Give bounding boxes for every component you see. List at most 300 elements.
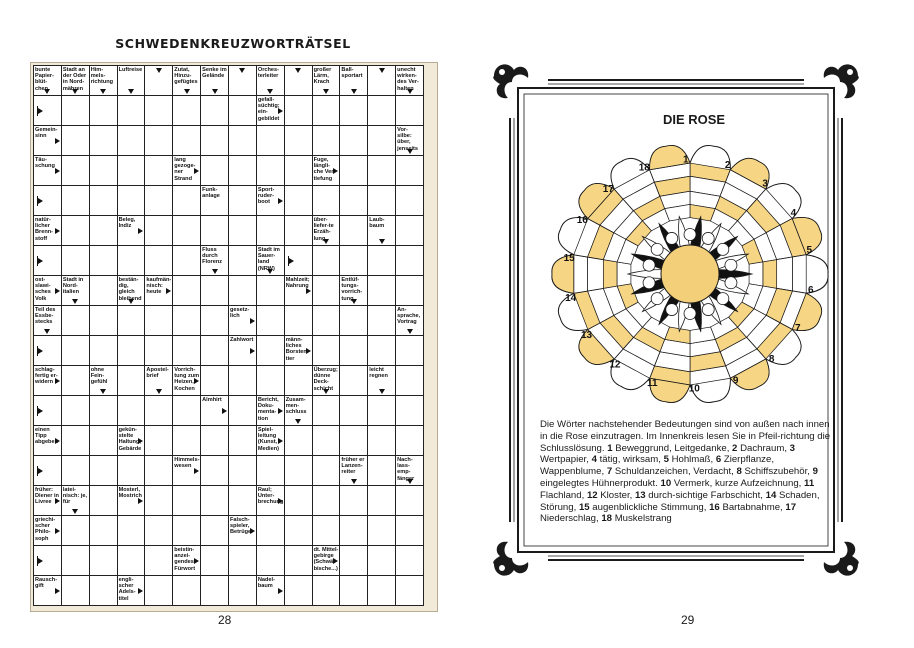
- clue-cell: [313, 366, 341, 396]
- grid-cell[interactable]: [396, 366, 424, 396]
- clue-number: 18: [601, 513, 613, 525]
- grid-cell[interactable]: [396, 396, 424, 426]
- grid-cell[interactable]: [257, 456, 285, 486]
- grid-cell[interactable]: [229, 366, 257, 396]
- grid-cell[interactable]: [118, 96, 146, 126]
- grid-cell[interactable]: [313, 486, 341, 516]
- grid-cell[interactable]: [340, 126, 368, 156]
- grid-cell[interactable]: [173, 336, 201, 366]
- grid-cell[interactable]: [285, 546, 313, 576]
- grid-cell[interactable]: [396, 486, 424, 516]
- clue-definition: Niederschlag,: [540, 513, 599, 525]
- grid-cell[interactable]: [368, 156, 396, 186]
- grid-cell[interactable]: [34, 246, 62, 276]
- clue-cell: [368, 366, 396, 396]
- clue-cell: [313, 216, 341, 246]
- grid-cell[interactable]: [229, 546, 257, 576]
- petal-number: 12: [609, 359, 621, 371]
- clue-text: lang gezoge-ner Strand: [174, 157, 196, 182]
- grid-cell[interactable]: [62, 456, 90, 486]
- grid-cell[interactable]: [173, 306, 201, 336]
- arrow-start-icon: [37, 466, 38, 476]
- clue-text: Luftreise: [118, 67, 143, 73]
- clue-definition: Beweggrund, Leitgedanke,: [615, 442, 730, 454]
- arrow-down-icon: [407, 149, 413, 154]
- grid-cell[interactable]: [368, 126, 396, 156]
- clue-cell: [285, 276, 313, 306]
- grid-cell[interactable]: [62, 336, 90, 366]
- grid-cell[interactable]: [201, 546, 229, 576]
- grid-cell[interactable]: [257, 126, 285, 156]
- petal-number: 6: [808, 284, 814, 296]
- grid-cell[interactable]: [145, 456, 173, 486]
- grid-cell[interactable]: [229, 276, 257, 306]
- grid-cell[interactable]: [257, 276, 285, 306]
- arrow-down-icon: [323, 239, 329, 244]
- clue-definition: Bartabnahme,: [722, 501, 783, 513]
- grid-cell[interactable]: [285, 516, 313, 546]
- grid-cell[interactable]: [285, 306, 313, 336]
- petal-number: 16: [576, 215, 588, 227]
- grid-cell[interactable]: [340, 486, 368, 516]
- arrow-down-icon: [184, 89, 190, 94]
- grid-cell[interactable]: [118, 546, 146, 576]
- clue-text: unecht wirken-des Ver-halten: [397, 67, 419, 92]
- grid-cell[interactable]: [285, 456, 313, 486]
- arrow-right-icon: [55, 288, 60, 294]
- grid-cell[interactable]: [368, 336, 396, 366]
- clue-cell: [340, 456, 368, 486]
- grid-cell[interactable]: [229, 426, 257, 456]
- clue-text: früher: Diener in Livree: [35, 487, 59, 506]
- clue-cell: [313, 66, 341, 96]
- grid-cell[interactable]: [257, 516, 285, 546]
- grid-cell[interactable]: [145, 216, 173, 246]
- grid-cell[interactable]: [285, 426, 313, 456]
- arrow-down-icon: [128, 89, 134, 94]
- rose-cell: [588, 257, 604, 291]
- arrow-right-icon: [306, 348, 311, 354]
- grid-cell[interactable]: [368, 396, 396, 426]
- grid-cell[interactable]: [201, 156, 229, 186]
- grid-cell[interactable]: [118, 246, 146, 276]
- grid-cell[interactable]: [145, 426, 173, 456]
- arrow-down-icon: [239, 68, 245, 73]
- clue-number: 7: [606, 466, 613, 478]
- inner-circle-cell: [702, 232, 714, 244]
- grid-cell[interactable]: [34, 186, 62, 216]
- clue-definition: tätig, wirksam,: [599, 454, 661, 466]
- clue-cell: [285, 396, 313, 426]
- clue-text: Fluss durch Florenz: [202, 247, 223, 266]
- grid-cell[interactable]: [118, 336, 146, 366]
- grid-cell[interactable]: [340, 576, 368, 606]
- grid-cell[interactable]: [313, 516, 341, 546]
- grid-cell[interactable]: [62, 576, 90, 606]
- grid-cell[interactable]: [173, 276, 201, 306]
- clue-text: Funk-anlage: [202, 187, 220, 200]
- arrow-right-icon: [278, 438, 283, 444]
- grid-cell[interactable]: [368, 576, 396, 606]
- grid-cell[interactable]: [34, 456, 62, 486]
- grid-cell[interactable]: [145, 486, 173, 516]
- grid-cell[interactable]: [229, 456, 257, 486]
- clue-text: Stadt in Nord-italien: [62, 277, 84, 296]
- grid-cell[interactable]: [368, 486, 396, 516]
- clue-text: gesetz-lich: [230, 307, 250, 320]
- grid-cell[interactable]: [396, 156, 424, 186]
- clue-cell: [229, 336, 257, 366]
- grid-cell[interactable]: [118, 396, 146, 426]
- clue-definition: Schaden, Störung,: [540, 489, 820, 513]
- grid-cell[interactable]: [285, 246, 313, 276]
- grid-cell[interactable]: [145, 126, 173, 156]
- clue-text: Entlüf-tungs-vorrich-tung: [341, 277, 363, 302]
- grid-cell[interactable]: [229, 126, 257, 156]
- clue-number: 10: [660, 477, 672, 489]
- grid-cell[interactable]: [62, 126, 90, 156]
- grid-cell[interactable]: [201, 126, 229, 156]
- grid-cell[interactable]: [313, 396, 341, 426]
- clue-cell: [257, 66, 285, 96]
- grid-cell[interactable]: [285, 216, 313, 246]
- grid-cell[interactable]: [145, 396, 173, 426]
- grid-cell[interactable]: [229, 246, 257, 276]
- grid-cell[interactable]: [90, 156, 118, 186]
- arrow-right-icon: [55, 498, 60, 504]
- grid-cell[interactable]: [285, 66, 313, 96]
- grid-cell[interactable]: [62, 426, 90, 456]
- clue-text: gekün-stelte Haltung, Gebärde: [118, 427, 142, 452]
- grid-cell[interactable]: [396, 216, 424, 246]
- grid-cell[interactable]: [145, 336, 173, 366]
- grid-cell[interactable]: [173, 516, 201, 546]
- clue-cell: [173, 366, 201, 396]
- grid-cell[interactable]: [340, 426, 368, 456]
- grid-cell[interactable]: [201, 306, 229, 336]
- clue-cell: [118, 486, 146, 516]
- grid-cell[interactable]: [173, 426, 201, 456]
- clue-cell: [118, 576, 146, 606]
- clue-cell: [313, 156, 341, 186]
- grid-cell[interactable]: [201, 576, 229, 606]
- grid-cell[interactable]: [368, 456, 396, 486]
- inner-circle-cell: [725, 259, 737, 271]
- grid-cell[interactable]: [368, 66, 396, 96]
- grid-cell[interactable]: [62, 366, 90, 396]
- clue-cell: [201, 66, 229, 96]
- grid-cell[interactable]: [396, 186, 424, 216]
- grid-cell[interactable]: [257, 216, 285, 246]
- grid-cell[interactable]: [201, 516, 229, 546]
- clue-definition: Zierpflanze, Wappenblume,: [540, 454, 774, 478]
- grid-cell[interactable]: [368, 306, 396, 336]
- grid-cell[interactable]: [396, 576, 424, 606]
- grid-cell[interactable]: [285, 126, 313, 156]
- grid-cell[interactable]: [257, 306, 285, 336]
- grid-cell[interactable]: [90, 276, 118, 306]
- grid-cell[interactable]: [229, 396, 257, 426]
- grid-cell[interactable]: [285, 186, 313, 216]
- grid-cell[interactable]: [313, 576, 341, 606]
- grid-cell[interactable]: [340, 516, 368, 546]
- grid-cell[interactable]: [34, 96, 62, 126]
- grid-cell[interactable]: [62, 216, 90, 246]
- clue-number: 12: [586, 489, 598, 501]
- grid-cell[interactable]: [201, 96, 229, 126]
- clue-number: 4: [591, 454, 597, 466]
- grid-cell[interactable]: [257, 546, 285, 576]
- grid-cell[interactable]: [201, 426, 229, 456]
- grid-cell[interactable]: [145, 186, 173, 216]
- grid-cell[interactable]: [90, 96, 118, 126]
- grid-cell[interactable]: [313, 246, 341, 276]
- clue-cell: [257, 576, 285, 606]
- arrow-start-icon: [37, 196, 38, 206]
- clue-text: bestän-dig, gleich bleibend: [118, 277, 142, 302]
- grid-cell[interactable]: [313, 186, 341, 216]
- clue-text: einen Tipp abgeben: [35, 427, 59, 446]
- grid-cell[interactable]: [173, 396, 201, 426]
- clue-text: ost-slawi-sches Volk: [35, 277, 51, 302]
- grid-cell[interactable]: [229, 66, 257, 96]
- grid-cell[interactable]: [396, 516, 424, 546]
- grid-cell[interactable]: [340, 396, 368, 426]
- grid-cell[interactable]: [229, 216, 257, 246]
- grid-cell[interactable]: [62, 186, 90, 216]
- clue-cell: [396, 456, 424, 486]
- grid-cell[interactable]: [285, 156, 313, 186]
- grid-cell[interactable]: [90, 216, 118, 246]
- grid-cell[interactable]: [173, 216, 201, 246]
- clue-number: 6: [715, 454, 722, 466]
- clue-text: gefall-süchtig; ein-gebildet: [257, 97, 280, 122]
- arrow-down-icon: [267, 89, 273, 94]
- grid-cell[interactable]: [396, 246, 424, 276]
- grid-cell[interactable]: [118, 456, 146, 486]
- grid-cell[interactable]: [145, 156, 173, 186]
- grid-cell[interactable]: [90, 336, 118, 366]
- puzzle-title: SCHWEDENKREUZWORTRÄTSEL: [115, 36, 351, 51]
- clue-text: Vorrich-tung zum Heizen, Kochen: [174, 367, 200, 392]
- grid-cell[interactable]: [368, 426, 396, 456]
- petal-number: 10: [688, 383, 700, 395]
- grid-cell[interactable]: [62, 516, 90, 546]
- grid-cell[interactable]: [201, 456, 229, 486]
- grid-cell[interactable]: [285, 366, 313, 396]
- grid-cell[interactable]: [62, 396, 90, 426]
- grid-cell[interactable]: [173, 246, 201, 276]
- grid-cell[interactable]: [340, 246, 368, 276]
- grid-cell[interactable]: [201, 486, 229, 516]
- clue-text: männ-liches Borsten-tier: [285, 337, 309, 362]
- grid-cell[interactable]: [90, 426, 118, 456]
- grid-cell[interactable]: [340, 216, 368, 246]
- grid-cell[interactable]: [62, 246, 90, 276]
- grid-cell[interactable]: [340, 96, 368, 126]
- grid-cell[interactable]: [118, 156, 146, 186]
- grid-cell[interactable]: [257, 366, 285, 396]
- grid-cell[interactable]: [62, 156, 90, 186]
- grid-cell[interactable]: [90, 576, 118, 606]
- arrow-right-icon: [55, 138, 60, 144]
- arrow-right-icon: [278, 588, 283, 594]
- grid-cell[interactable]: [90, 186, 118, 216]
- grid-cell[interactable]: [313, 96, 341, 126]
- arrow-right-icon: [306, 288, 311, 294]
- petal-number: 2: [724, 159, 731, 171]
- clue-text: Beleg, Indiz: [118, 217, 136, 230]
- clue-definition: Schiffszubehör,: [744, 466, 810, 478]
- rose-cell: [777, 257, 793, 291]
- grid-cell[interactable]: [340, 366, 368, 396]
- grid-cell[interactable]: [285, 486, 313, 516]
- grid-cell[interactable]: [118, 366, 146, 396]
- clue-number: 15: [578, 501, 590, 513]
- grid-cell[interactable]: [396, 276, 424, 306]
- grid-cell[interactable]: [396, 336, 424, 366]
- arrow-down-icon: [72, 299, 78, 304]
- grid-cell[interactable]: [34, 396, 62, 426]
- grid-cell[interactable]: [368, 186, 396, 216]
- arrow-right-icon: [250, 318, 255, 324]
- clue-text: natür-licher Brenn-stoff: [35, 217, 54, 242]
- grid-cell[interactable]: [340, 186, 368, 216]
- grid-cell[interactable]: [313, 126, 341, 156]
- clue-text: Apostel-brief: [146, 367, 169, 380]
- clue-cell: [201, 186, 229, 216]
- grid-cell[interactable]: [90, 546, 118, 576]
- grid-cell[interactable]: [90, 246, 118, 276]
- grid-cell[interactable]: [340, 156, 368, 186]
- grid-cell[interactable]: [340, 546, 368, 576]
- grid-cell[interactable]: [145, 546, 173, 576]
- grid-cell[interactable]: [229, 186, 257, 216]
- clue-text: beistin-anzei-gendes Fürwort: [174, 547, 196, 572]
- grid-cell[interactable]: [313, 306, 341, 336]
- clue-text: Gemein-sinn: [35, 127, 58, 140]
- grid-cell[interactable]: [201, 216, 229, 246]
- clue-cell: [173, 546, 201, 576]
- grid-cell[interactable]: [118, 306, 146, 336]
- grid-cell[interactable]: [145, 66, 173, 96]
- clue-definition: eingelegtes Hühnerprodukt.: [540, 477, 658, 489]
- grid-cell[interactable]: [313, 336, 341, 366]
- grid-cell[interactable]: [145, 576, 173, 606]
- clue-text: Mosterl, Mostrich: [118, 487, 142, 500]
- grid-cell[interactable]: [118, 186, 146, 216]
- grid-cell[interactable]: [145, 516, 173, 546]
- clue-definition: Wertpapier,: [540, 454, 589, 466]
- grid-cell[interactable]: [257, 156, 285, 186]
- grid-cell[interactable]: [340, 336, 368, 366]
- arrow-start-icon: [37, 256, 38, 266]
- clue-text: bunte Papier-blüt-chen: [35, 67, 54, 92]
- center-circle: [661, 245, 719, 303]
- grid-cell[interactable]: [90, 306, 118, 336]
- grid-cell[interactable]: [173, 126, 201, 156]
- page-number-left: 28: [218, 613, 232, 627]
- grid-cell[interactable]: [90, 486, 118, 516]
- grid-cell[interactable]: [396, 96, 424, 126]
- grid-cell[interactable]: [368, 546, 396, 576]
- grid-cell[interactable]: [313, 276, 341, 306]
- grid-cell[interactable]: [201, 336, 229, 366]
- grid-cell[interactable]: [368, 276, 396, 306]
- grid-cell[interactable]: [62, 96, 90, 126]
- grid-cell[interactable]: [173, 186, 201, 216]
- grid-cell[interactable]: [145, 96, 173, 126]
- clue-text: Ball-sportart: [341, 67, 363, 80]
- grid-cell[interactable]: [285, 576, 313, 606]
- grid-cell[interactable]: [118, 516, 146, 546]
- clue-cell: [62, 276, 90, 306]
- grid-cell[interactable]: [34, 336, 62, 366]
- arrow-down-icon: [295, 419, 301, 424]
- clue-text: griechi-scher Philo-soph: [35, 517, 56, 542]
- clue-cell: [173, 456, 201, 486]
- inner-circle-cell: [651, 293, 663, 305]
- grid-cell[interactable]: [90, 516, 118, 546]
- grid-cell[interactable]: [34, 546, 62, 576]
- arrow-right-icon: [278, 408, 283, 414]
- arrow-down-icon: [267, 269, 273, 274]
- clue-cell: [62, 66, 90, 96]
- clue-cell: [34, 366, 62, 396]
- grid-cell[interactable]: [62, 306, 90, 336]
- grid-cell[interactable]: [313, 456, 341, 486]
- grid-cell[interactable]: [173, 576, 201, 606]
- grid-cell[interactable]: [173, 486, 201, 516]
- grid-cell[interactable]: [285, 96, 313, 126]
- arrow-right-icon: [278, 198, 283, 204]
- grid-cell[interactable]: [229, 96, 257, 126]
- arrow-right-icon: [194, 558, 199, 564]
- clue-cell: [62, 486, 90, 516]
- grid-cell[interactable]: [257, 336, 285, 366]
- inner-circle-cell: [684, 229, 696, 241]
- grid-cell[interactable]: [173, 96, 201, 126]
- clue-text: Nach-lass-emp-fänger: [397, 457, 415, 482]
- petal-number: 7: [794, 322, 801, 334]
- grid-cell[interactable]: [229, 576, 257, 606]
- grid-cell[interactable]: [229, 156, 257, 186]
- clue-text: Fuge, längli-che Ver-tiefung: [313, 157, 336, 182]
- clue-text: Rausch-gift: [35, 577, 58, 590]
- grid-cell[interactable]: [90, 456, 118, 486]
- grid-cell[interactable]: [90, 396, 118, 426]
- clue-text: schlag-fertig er-widern: [35, 367, 58, 386]
- arrow-right-icon: [278, 108, 283, 114]
- grid-cell[interactable]: [145, 306, 173, 336]
- grid-cell[interactable]: [368, 516, 396, 546]
- grid-cell[interactable]: [340, 306, 368, 336]
- grid-cell[interactable]: [201, 366, 229, 396]
- grid-cell[interactable]: [368, 96, 396, 126]
- clue-definition: Vermerk, kurze Aufzeichnung,: [673, 477, 802, 489]
- grid-cell[interactable]: [118, 126, 146, 156]
- grid-cell[interactable]: [201, 276, 229, 306]
- grid-cell[interactable]: [229, 486, 257, 516]
- clue-number: 11: [804, 477, 815, 489]
- grid-cell[interactable]: [313, 426, 341, 456]
- grid-cell[interactable]: [90, 126, 118, 156]
- grid-cell[interactable]: [145, 246, 173, 276]
- grid-cell[interactable]: [368, 246, 396, 276]
- grid-cell[interactable]: [396, 546, 424, 576]
- grid-cell[interactable]: [62, 546, 90, 576]
- grid-cell[interactable]: [396, 426, 424, 456]
